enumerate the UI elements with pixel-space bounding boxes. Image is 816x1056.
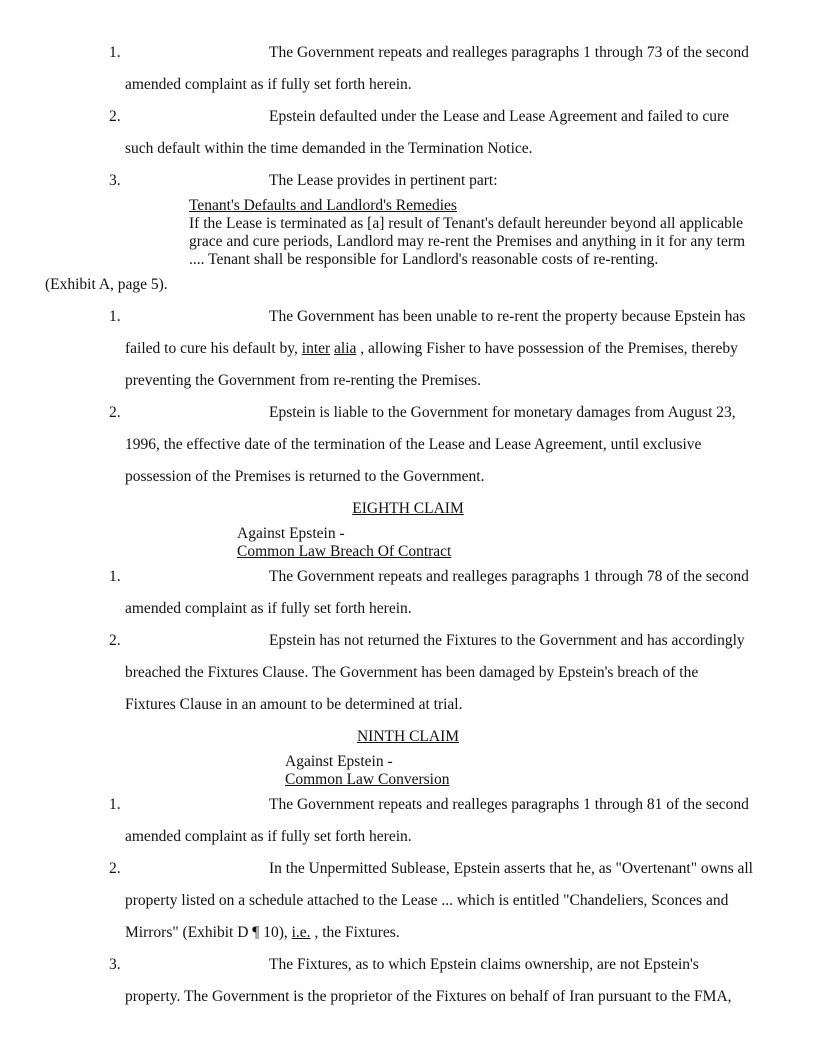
claim-subtitle: Common Law Breach Of Contract xyxy=(237,543,452,560)
paragraph-text: The Government repeats and realleges paragraphs 1 through 73 of the second xyxy=(269,44,749,61)
paragraph-text: breached the Fixtures Clause. The Government has been damaged by Epstein's breach of the xyxy=(125,664,699,681)
citation: (Exhibit A, page 5). xyxy=(45,276,168,293)
paragraph-text: Fixtures Clause in an amount to be determined at trial. xyxy=(125,696,463,713)
quote-line: .... Tenant shall be responsible for Landlord's reasonable costs of re-renting. xyxy=(189,251,659,268)
paragraph-number: 1. xyxy=(109,44,121,61)
paragraph-text: The Lease provides in pertinent part: xyxy=(269,172,498,189)
claim-against: Against Epstein - xyxy=(285,753,393,770)
quote-line: If the Lease is terminated as [a] result of Tenant's default hereunder beyond all applicable xyxy=(189,215,744,232)
paragraph-text: failed to cure his default by, inter alia , allowing Fisher to have possession of the Premises, thereby xyxy=(125,340,738,357)
claim-heading: NINTH CLAIM xyxy=(356,728,460,745)
latin-term: i.e. xyxy=(291,924,311,941)
paragraph-text: The Fixtures, as to which Epstein claims ownership, are not Epstein's xyxy=(269,956,699,973)
paragraph-text: property. The Government is the proprietor of the Fixtures on behalf of Iran pursuant to the FMA, xyxy=(125,988,732,1005)
paragraph-number: 2. xyxy=(109,860,121,877)
paragraph-number: 2. xyxy=(109,404,121,421)
paragraph-text: amended complaint as if fully set forth herein. xyxy=(125,828,412,845)
paragraph-text: such default within the time demanded in the Termination Notice. xyxy=(125,140,533,157)
paragraph-text: The Government repeats and realleges paragraphs 1 through 81 of the second xyxy=(269,796,749,813)
paragraph-text: The Government repeats and realleges paragraphs 1 through 78 of the second xyxy=(269,568,749,585)
claim-heading: EIGHTH CLAIM xyxy=(352,500,464,517)
paragraph-number: 3. xyxy=(109,172,121,189)
paragraph-text: property listed on a schedule attached to the Lease ... which is entitled "Chandeliers, Sconces and xyxy=(125,892,729,909)
paragraph-text: possession of the Premises is returned to the Government. xyxy=(125,468,485,485)
latin-term: inter xyxy=(301,340,331,357)
paragraph-text: The Government has been unable to re-rent the property because Epstein has xyxy=(269,308,746,325)
quote-block xyxy=(189,197,745,269)
paragraph-text: Epstein defaulted under the Lease and Lease Agreement and failed to cure xyxy=(269,108,730,125)
paragraph-number: 2. xyxy=(109,108,121,125)
latin-term: alia xyxy=(334,340,357,357)
paragraph-text: amended complaint as if fully set forth herein. xyxy=(125,76,412,93)
paragraph-text: preventing the Government from re-renting the Premises. xyxy=(125,372,481,389)
paragraph-number: 3. xyxy=(109,956,121,973)
quote-heading: Tenant's Defaults and Landlord's Remedies xyxy=(189,197,457,214)
paragraph-number: 1. xyxy=(109,796,121,813)
paragraph-number: 2. xyxy=(109,632,121,649)
paragraph-text: Epstein has not returned the Fixtures to the Government and has accordingly xyxy=(269,632,745,649)
claim-subtitle: Common Law Conversion xyxy=(285,771,450,788)
paragraph-text: In the Unpermitted Sublease, Epstein asserts that he, as "Overtenant" owns all xyxy=(269,860,753,877)
paragraph-number: 1. xyxy=(109,568,121,585)
paragraph-text: Epstein is liable to the Government for monetary damages from August 23, xyxy=(269,404,736,421)
paragraph-text: Mirrors" (Exhibit D ¶ 10), i.e. , the Fixtures. xyxy=(125,924,400,941)
paragraph-text: 1996, the effective date of the termination of the Lease and Lease Agreement, until exclusive xyxy=(125,436,702,453)
paragraph-number: 1. xyxy=(109,308,121,325)
paragraph-text: amended complaint as if fully set forth herein. xyxy=(125,600,412,617)
quote-line: grace and cure periods, Landlord may re-rent the Premises and anything in it for any term xyxy=(189,233,746,250)
claim-against: Against Epstein - xyxy=(237,525,345,542)
